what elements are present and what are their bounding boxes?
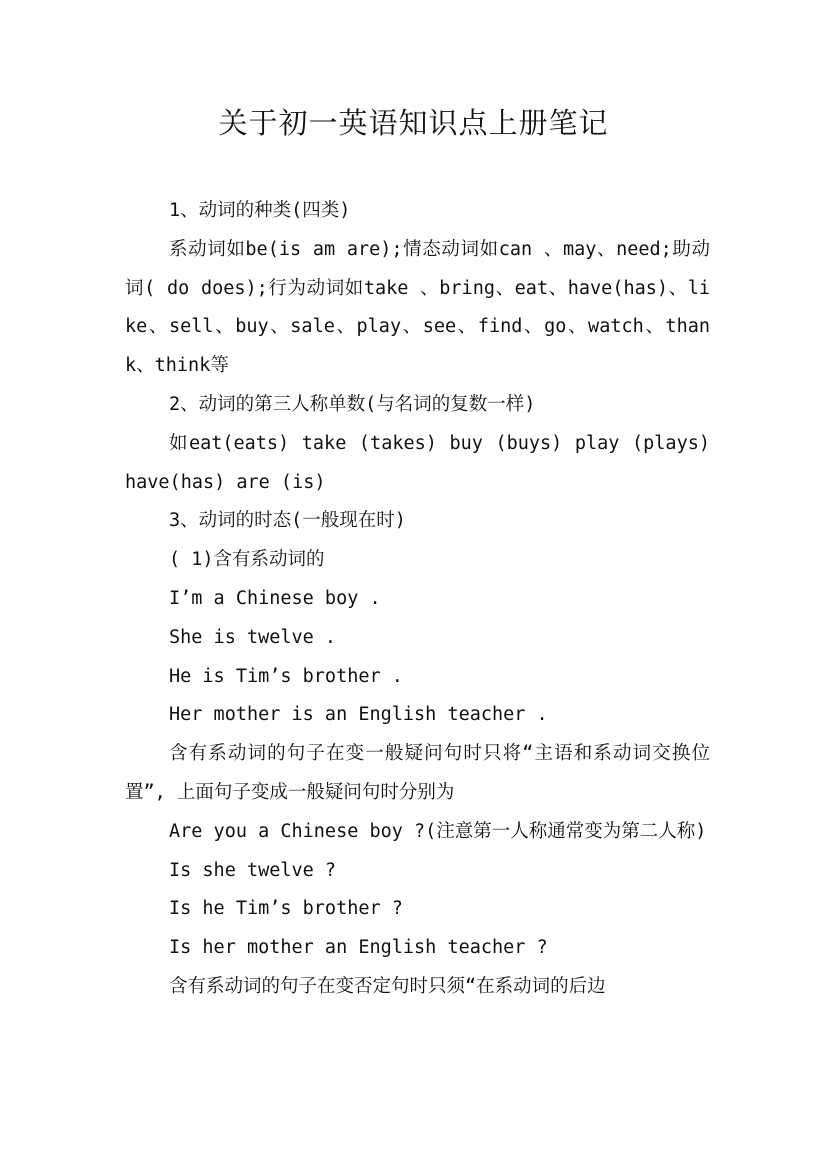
example-question: Is her mother an English teacher ? [169,937,548,959]
example-sentence: She is twelve . [169,626,337,648]
paragraph-question-rule: 含有系动词的句子在变一般疑问句时只将“主语和系动词交换位置”, 上面句子变成一般疑问句时分别为 [125,743,710,803]
paragraph-heading-verb-types: 1、动词的种类(四类) [169,200,351,221]
paragraph-verb-examples: 系动词如be(is am are);情态动词如can 、may、need;助动词( do does);行为动词如take 、bring、eat、have(has)、like、sell、buy、sale、play、see、find、go、watch、thank、think等 [125,238,710,377]
paragraph-question-example: Are you a Chinese boy ?(注意第一人称通常变为第二人称) [169,820,707,842]
paragraph-heading-third-person: 2、动词的第三人称单数(与名词的复数一样) [169,393,536,415]
example-sentence: I’m a Chinese boy . [169,587,381,609]
paragraph-third-person-examples: 如eat(eats) take (takes) buy (buys) play (plays) have(has) are (is) [125,432,710,493]
document-title: 关于初一英语知识点上册笔记 [218,106,609,140]
paragraph-heading-tense: 3、动词的时态(一般现在时) [169,510,406,532]
paragraph-negative-rule: 含有系动词的句子在变否定句时只须“在系动词的后边 [169,975,606,997]
example-sentence: He is Tim’s brother . [169,665,403,687]
example-question: Is he Tim’s brother ? [169,898,403,920]
example-question: Is she twelve ? [169,859,337,881]
paragraph-subheading-linking-verb: ( 1)含有系动词的 [169,549,325,571]
document-body [125,192,710,1007]
example-sentence: Her mother is an English teacher . [169,704,548,726]
